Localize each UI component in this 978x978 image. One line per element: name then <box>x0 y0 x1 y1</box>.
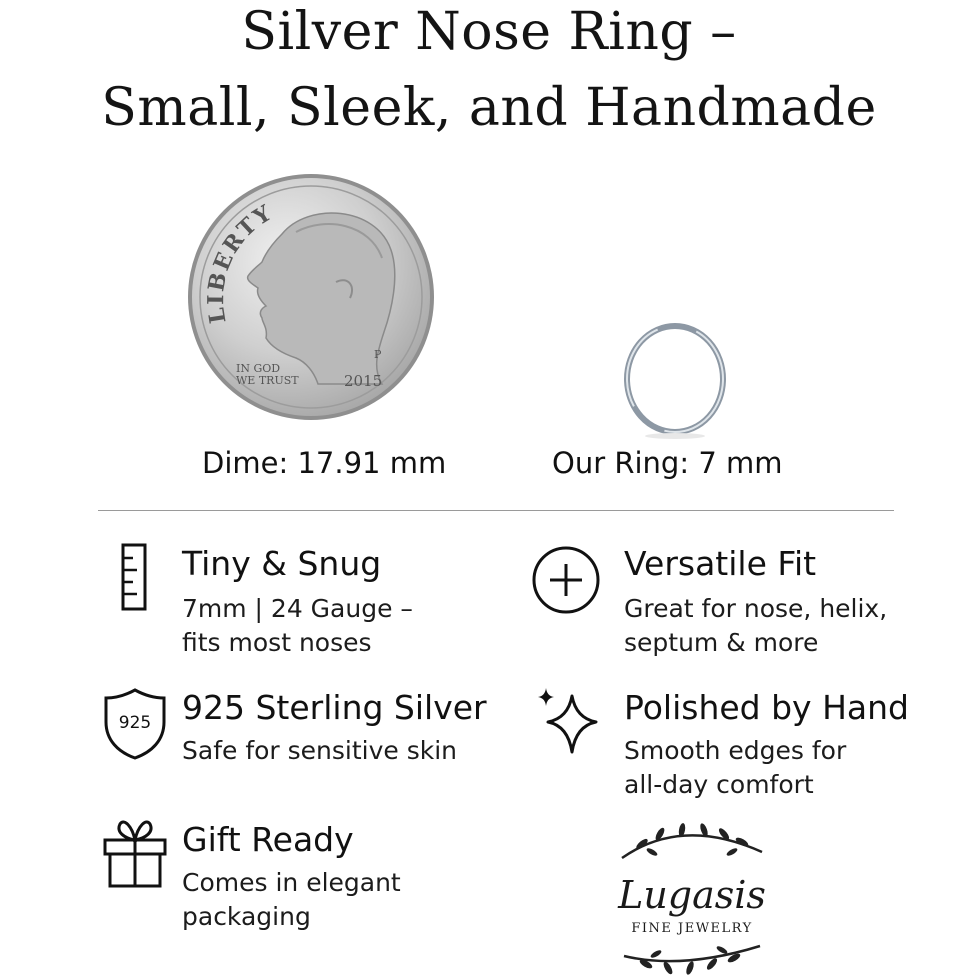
sparkle-icon <box>534 686 604 758</box>
feature-desc-line1: Smooth edges for <box>624 736 847 765</box>
gift-icon <box>102 818 168 890</box>
feature-title: 925 Sterling Silver <box>182 688 487 727</box>
feature-desc-line1: Safe for sensitive skin <box>182 736 458 765</box>
logo-tagline: FINE JEWELRY <box>631 921 753 936</box>
feature-title: Gift Ready <box>182 820 354 859</box>
coin-motto-line1: IN GOD <box>236 362 281 375</box>
feature-desc-line2: fits most noses <box>182 628 372 657</box>
feature-title: Tiny & Snug <box>182 544 382 583</box>
coin-motto-line2: WE TRUST <box>236 374 299 387</box>
page-title-line1: Silver Nose Ring – <box>241 2 737 62</box>
coin-year: 2015 <box>344 372 383 390</box>
feature-desc-line1: Comes in elegant <box>182 868 401 897</box>
ring-size-caption: Our Ring: 7 mm <box>552 446 783 480</box>
feature-desc-line2: packaging <box>182 902 311 931</box>
dime-size-caption: Dime: 17.91 mm <box>202 446 447 480</box>
coin-liberty-text: LIBERTY <box>203 199 278 326</box>
coin-mint-mark: P <box>374 348 382 361</box>
feature-desc-line2: septum & more <box>624 628 819 657</box>
feature-title: Versatile Fit <box>624 544 817 583</box>
shield-icon-label: 925 <box>118 713 152 733</box>
nose-ring-image <box>618 318 732 440</box>
page-title-line2: Small, Sleek, and Handmade <box>101 78 877 138</box>
plus-circle-icon <box>530 542 604 616</box>
feature-desc-line2: all-day comfort <box>624 770 814 799</box>
ruler-icon <box>120 542 150 612</box>
brand-logo <box>612 818 772 978</box>
feature-title: Polished by Hand <box>624 688 909 727</box>
logo-brand-name: Lugasis <box>618 873 766 917</box>
dime-image <box>186 172 436 422</box>
section-divider <box>98 510 894 511</box>
feature-desc-line1: 7mm | 24 Gauge – <box>182 594 413 623</box>
shield-icon <box>102 686 168 762</box>
feature-desc-line1: Great for nose, helix, <box>624 594 888 623</box>
